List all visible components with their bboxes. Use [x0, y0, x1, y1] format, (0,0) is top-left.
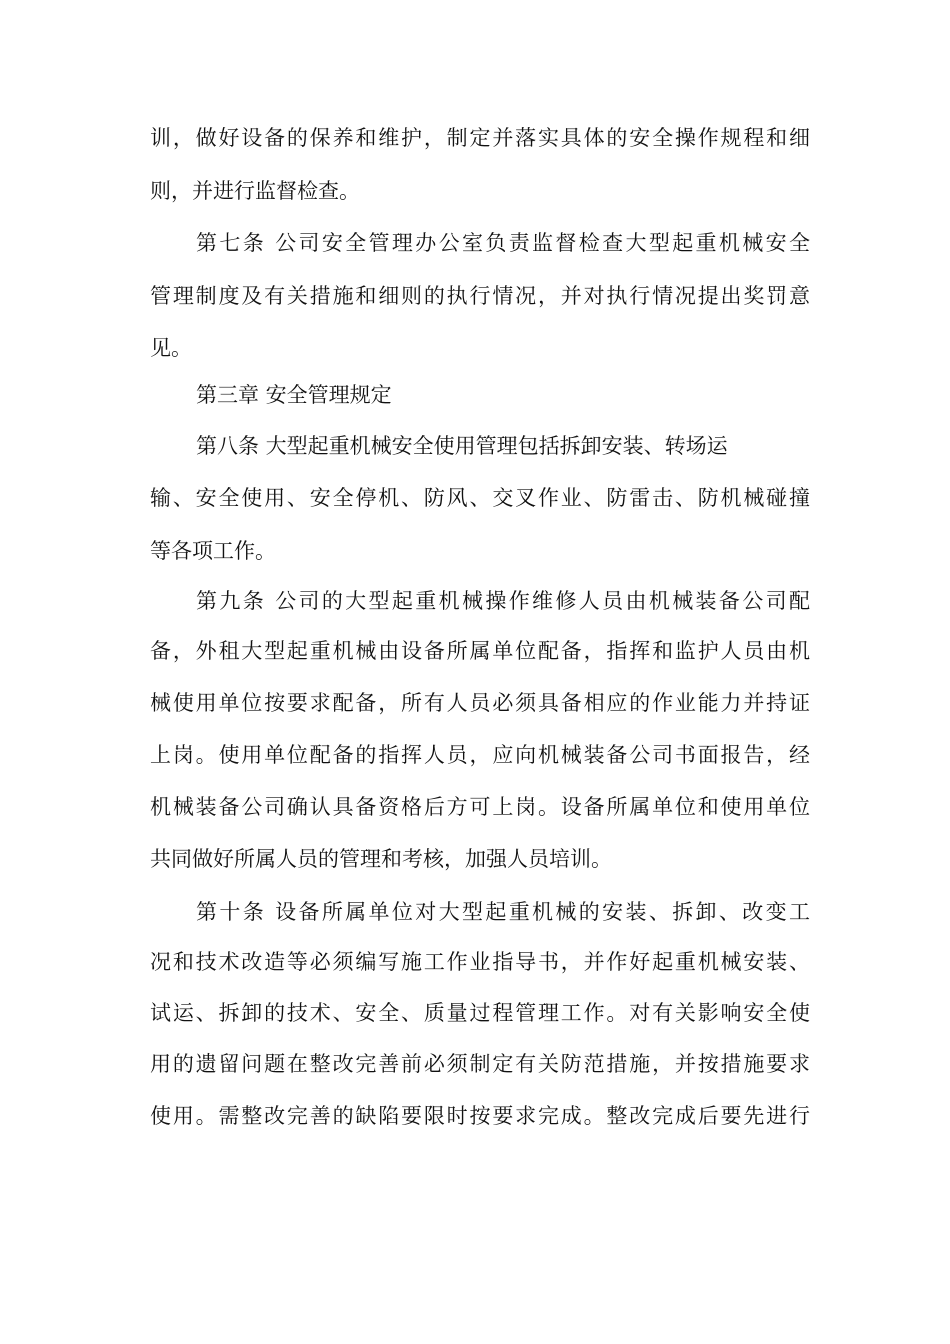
text-line: 第七条 公司安全管理办公室负责监督检查大型起重机械安全	[196, 231, 810, 255]
text-line: 则，并进行监督检查。	[150, 179, 360, 203]
text-line: 用的遗留问题在整改完善前必须制定有关防范措施，并按措施要求	[150, 1052, 810, 1076]
text-line: 第九条 公司的大型起重机械操作维修人员由机械装备公司配	[196, 589, 810, 613]
text-line: 上岗。使用单位配备的指挥人员，应向机械装备公司书面报告，经	[150, 743, 810, 767]
text-line: 械使用单位按要求配备，所有人员必须具备相应的作业能力并持证	[150, 691, 810, 715]
chapter-heading: 第三章 安全管理规定	[196, 383, 392, 407]
text-line: 等各项工作。	[150, 539, 276, 563]
text-line: 机械装备公司确认具备资格后方可上岗。设备所属单位和使用单位	[150, 795, 810, 819]
text-line: 共同做好所属人员的管理和考核，加强人员培训。	[150, 847, 612, 871]
text-line: 第八条 大型起重机械安全使用管理包括拆卸安装、转场运	[196, 434, 728, 458]
text-line: 况和技术改造等必须编写施工作业指导书，并作好起重机械安装、	[150, 950, 810, 974]
text-line: 第十条 设备所属单位对大型起重机械的安装、拆卸、改变工	[196, 900, 810, 924]
text-line: 训，做好设备的保养和维护，制定并落实具体的安全操作规程和细	[150, 126, 810, 150]
text-line: 试运、拆卸的技术、安全、质量过程管理工作。对有关影响安全使	[150, 1001, 810, 1025]
text-line: 备，外租大型起重机械由设备所属单位配备，指挥和监护人员由机	[150, 639, 810, 663]
text-line: 输、安全使用、安全停机、防风、交叉作业、防雷击、防机械碰撞	[150, 486, 810, 510]
text-line: 见。	[150, 336, 192, 360]
text-line: 管理制度及有关措施和细则的执行情况，并对执行情况提出奖罚意	[150, 284, 810, 308]
text-line: 使用。需整改完善的缺陷要限时按要求完成。整改完成后要先进行	[150, 1104, 810, 1128]
